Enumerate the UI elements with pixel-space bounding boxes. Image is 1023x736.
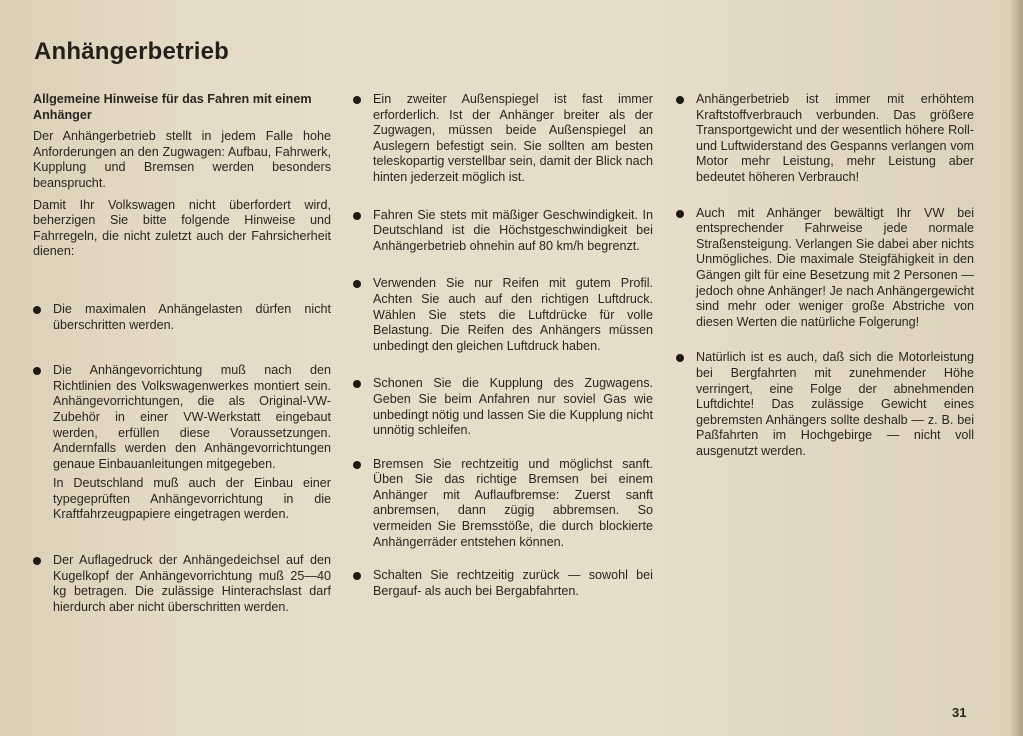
bullet-text: Die maximalen Anhängelasten dürfen nicht überschritten werden. [53,301,331,332]
column-right [676,92,974,459]
intro-paragraph: Damit Ihr Volkswagen nicht überfordert wird, beherzigen Sie bitte folgende Hinweise und Fahrregeln, die nicht zuletzt auch der Fahrsicherheit dienen: [33,197,331,259]
section-subhead: Allgemeine Hinweise für das Fahren mit einem Anhänger [33,92,312,122]
bullet-text: Schonen Sie die Kupplung des Zugwagens. Geben Sie beim Anfahren nur soviel Gas wie unbedingt nötig und lassen Sie die Kupplung nicht unnötig schleifen. [373,376,653,438]
bullet-text: Die Anhängevorrichtung muß nach den Richtlinien des Volkswagenwerkes montiert sein. Anhängevorrichtungen, die als Original-VW-Zubehör in einer VW-Werkstatt eingebaut werden, erfüllen diese Voraussetzungen. Andernfalls werden den Anhängevorrichtungen genaue Einbauanleitungen mitgegeben. [53,363,331,471]
bullet-dot-icon [676,96,684,104]
bullet-dot-icon [676,210,684,218]
bullet-dot-icon [353,212,361,220]
bullet-text: Der Auflagedruck der Anhängedeichsel auf den Kugelkopf der Anhängevorrichtung muß 25—40 kg betragen. Die zulässige Hinterachslast darf hierdurch aber nicht überschritten werden. [53,553,331,614]
column-left [33,92,331,615]
bullet-item [353,276,653,354]
bullet-text: Natürlich ist es auch, daß sich die Motorleistung bei Bergfahrten mit zunehmender Höhe verringert, eine Folge der abnehmenden Luftdichte! Das zulässige Gewicht eines gebremsten Anhängers sollte deshalb — z. B. bei Paßfahrten im Hochgebirge — nicht voll ausgenutzt werden. [696,350,974,458]
bullet-item [33,302,331,333]
bullet-dot-icon [353,96,361,104]
bullet-text: Ein zweiter Außenspiegel ist fast immer erforderlich. Ist der Anhänger breiter als der Zugwagen, müssen beide Außenspiegel an Auslegern befestigt sein. Sie sollten am besten teleskopartig verstellbar sein, damit der Blick nach hinten jederzeit möglich ist. [373,92,653,184]
bullet-item [353,568,653,599]
bullet-item [33,553,331,615]
bullet-dot-icon [33,557,41,565]
bullet-dot-icon [353,280,361,288]
bullet-text: Fahren Sie stets mit mäßiger Geschwindigkeit. In Deutschland ist die Höchstgeschwindigkeit bei Anhängerbetrieb ohnehin auf 80 km/h begrenzt. [373,207,653,253]
intro-paragraph: Der Anhängerbetrieb stellt in jedem Falle hohe Anforderungen an den Zugwagen: Aufbau, Fahrwerk, Kupplung und Bremsen werden besonders beansprucht. [33,129,331,190]
bullet-item [676,350,974,459]
bullet-item [676,92,974,186]
bullet-text: In Deutschland muß auch der Einbau einer typegeprüften Anhängevorrichtung in die Kraftfahrzeugpapiere eingetragen werden. [53,476,331,522]
bullet-item [353,208,653,255]
page-number: 31 [952,705,967,720]
bullet-text: Auch mit Anhänger bewältigt Ihr VW bei entsprechender Fahrweise jede normale Straßensteigung. Verlangen Sie dabei aber nichts Unmögliches. Die maximale Steigfähigkeit in den Gängen gilt für eine Besetzung mit 2 Personen — jedoch ohne Anhänger! Je nach Anhängergewicht sind mehr oder weniger große Abstriche von diesen Werten die natürliche Folgerung! [696,205,974,329]
column-middle [353,92,653,599]
bullet-dot-icon [33,306,41,314]
bullet-item [353,92,653,186]
bullet-item [353,457,653,551]
bullet-dot-icon [353,461,361,469]
bullet-dot-icon [33,367,41,375]
bullet-item [676,206,974,331]
bullet-text: Bremsen Sie rechtzeitig und möglichst sanft. Üben Sie das richtige Bremsen bei einem Anhänger mit Auflaufbremse: Zuerst sanft anbremsen, dann zügig abbremsen. So vermeiden Sie Bremsstöße, die durch blockierte Anhängerräder entstehen können. [373,456,653,549]
bullet-text: Verwenden Sie nur Reifen mit gutem Profil. Achten Sie auch auf den richtigen Luftdruck. Wählen Sie stets die Luftdrücke für volle Belastung. Die Reifen des Anhängers müssen unbedingt den gleichen Luftdruck haben. [373,276,653,353]
page-title: Anhängerbetrieb [34,38,230,65]
bullet-text: Anhängerbetrieb ist immer mit erhöhtem Kraftstoffverbrauch verbunden. Das größere Transportgewicht und der wesentlich höhere Roll- und Luftwiderstand des Gespanns verlangen vom Motor mehr Leistung, mehr Leistung aber bedeutet höheren Verbrauch! [696,92,974,184]
bullet-item [33,363,331,523]
bullet-dot-icon [353,572,361,580]
bullet-dot-icon [676,354,684,362]
bullet-text: Schalten Sie rechtzeitig zurück — sowohl bei Bergauf- als auch bei Bergabfahrten. [373,568,653,598]
bullet-dot-icon [353,380,361,388]
bullet-item [353,376,653,438]
